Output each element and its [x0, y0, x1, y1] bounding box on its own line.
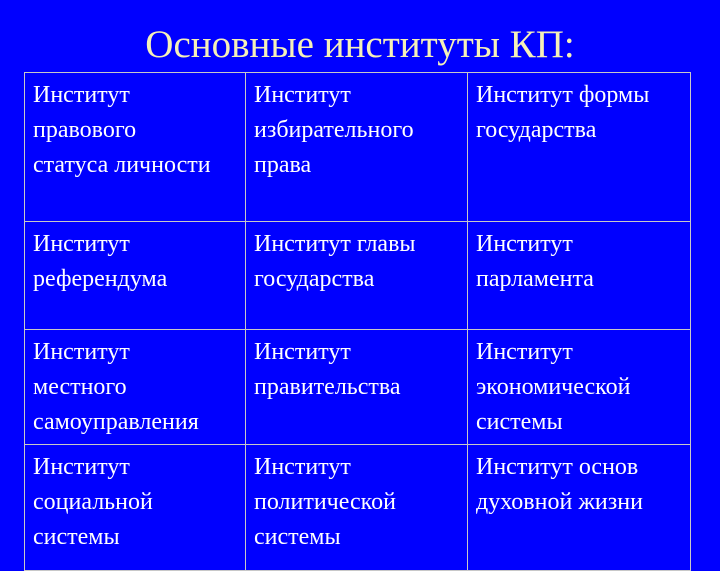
- table-cell: Институт экономической системы: [468, 330, 691, 445]
- table-cell: Институт парламента: [468, 222, 691, 330]
- table-cell: Институт формы государства: [468, 73, 691, 222]
- table-cell: Институт избирательного права: [246, 73, 468, 222]
- table-cell: Институт правового статуса личности: [25, 73, 246, 222]
- table-row: [25, 330, 691, 445]
- table-cell: Институт основ духовной жизни: [468, 445, 691, 571]
- table-cell: Институт политической системы: [246, 445, 468, 571]
- table-cell: Институт социальной системы: [25, 445, 246, 571]
- table-row: [25, 73, 691, 222]
- table-cell: Институт главы государства: [246, 222, 468, 330]
- table-cell: Институт правительства: [246, 330, 468, 445]
- table-row: [25, 445, 691, 571]
- table-cell: Институт местного самоуправления: [25, 330, 246, 445]
- table-row: [25, 222, 691, 330]
- institutes-table: [24, 72, 691, 571]
- table-cell: Институт референдума: [25, 222, 246, 330]
- slide-title: Основные институты КП:: [145, 23, 575, 66]
